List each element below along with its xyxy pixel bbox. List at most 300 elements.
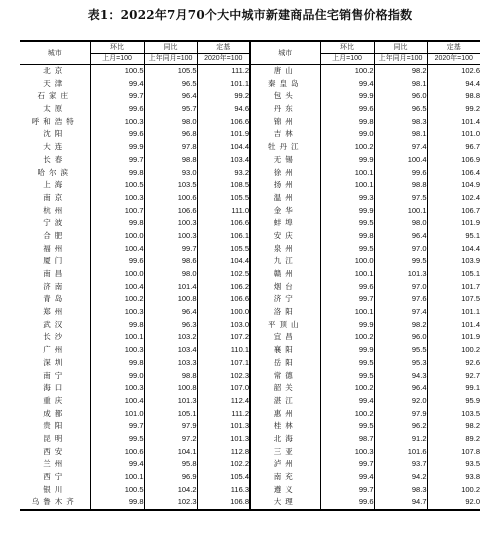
mom-value: 99.4 <box>90 458 144 471</box>
city-name: 昆明 <box>43 433 67 443</box>
yoy-value: 106.6 <box>144 205 197 218</box>
fixed-base-value: 95.1 <box>427 230 480 243</box>
fixed-base-value: 96.7 <box>427 141 480 154</box>
table-row <box>20 395 480 408</box>
city-name: 徐州 <box>250 167 320 180</box>
yoy-value: 101.3 <box>144 395 197 408</box>
fixed-base-value: 116.3 <box>197 484 250 497</box>
fixed-base-value: 103.0 <box>197 319 250 332</box>
city-name: 襄阳 <box>250 344 320 357</box>
city-name: 包头 <box>250 90 320 103</box>
fixed-base-value: 101.1 <box>197 78 250 91</box>
mom-value: 99.5 <box>90 433 144 446</box>
table-row <box>20 268 480 281</box>
fixed-base-value: 106.6 <box>197 116 250 129</box>
mom-value: 99.8 <box>90 319 144 332</box>
fixed-base-value: 107.2 <box>197 331 250 344</box>
mom-value: 99.8 <box>320 116 374 129</box>
fixed-base-value: 102.3 <box>197 370 250 383</box>
header-fixed: 定基 <box>427 41 480 54</box>
table-body <box>20 65 480 511</box>
table-row <box>20 344 480 357</box>
mom-value: 99.8 <box>90 217 144 230</box>
fixed-base-value: 106.6 <box>197 217 250 230</box>
yoy-value: 103.4 <box>144 344 197 357</box>
table-row <box>20 382 480 395</box>
city-name: 赣州 <box>250 268 320 281</box>
fixed-base-value: 107.5 <box>427 293 480 306</box>
mom-value: 100.5 <box>90 179 144 192</box>
table-row <box>20 154 480 167</box>
mom-value: 99.4 <box>320 78 374 91</box>
fixed-base-value: 101.9 <box>427 217 480 230</box>
mom-value: 99.7 <box>320 458 374 471</box>
fixed-base-value: 106.2 <box>197 281 250 294</box>
yoy-value: 95.8 <box>144 458 197 471</box>
city-name: 无锡 <box>250 154 320 167</box>
table-row <box>20 319 480 332</box>
mom-value: 100.3 <box>90 116 144 129</box>
table-row <box>20 496 480 510</box>
yoy-value: 101.6 <box>374 446 427 459</box>
mom-value: 99.5 <box>320 357 374 370</box>
city-name: 牡丹江 <box>250 141 320 154</box>
city-name: 大理 <box>250 496 320 510</box>
city-name: 成都 <box>43 408 67 418</box>
table-row <box>20 116 480 129</box>
header-city: 城市 <box>20 41 90 65</box>
mom-value: 99.6 <box>320 281 374 294</box>
city-name: 烟台 <box>250 281 320 294</box>
fixed-base-value: 104.9 <box>427 179 480 192</box>
table-row <box>20 128 480 141</box>
city-name: 常德 <box>250 370 320 383</box>
city-name: 大连 <box>43 142 67 152</box>
mom-value: 99.8 <box>90 357 144 370</box>
table-title: 表1：2022年7月70个大中城市新建商品住宅销售价格指数 <box>87 8 413 22</box>
fixed-base-value: 98.8 <box>427 90 480 103</box>
mom-value: 100.7 <box>90 205 144 218</box>
yoy-value: 104.1 <box>144 446 197 459</box>
mom-value: 100.1 <box>320 306 374 319</box>
fixed-base-value: 95.9 <box>427 395 480 408</box>
fixed-base-value: 100.2 <box>427 344 480 357</box>
mom-value: 99.0 <box>320 128 374 141</box>
yoy-value: 95.3 <box>374 357 427 370</box>
mom-value: 99.7 <box>90 420 144 433</box>
yoy-value: 98.1 <box>374 128 427 141</box>
mom-value: 99.9 <box>320 90 374 103</box>
city-name: 长春 <box>43 154 67 164</box>
fixed-base-value: 103.4 <box>197 154 250 167</box>
city-name: 济宁 <box>250 293 320 306</box>
city-name: 南京 <box>43 192 67 202</box>
fixed-base-value: 105.5 <box>197 243 250 256</box>
table-row <box>20 141 480 154</box>
fixed-base-value: 101.3 <box>197 420 250 433</box>
yoy-value: 98.3 <box>374 116 427 129</box>
yoy-value: 96.4 <box>374 382 427 395</box>
city-name: 吉林 <box>250 128 320 141</box>
mom-value: 100.3 <box>90 344 144 357</box>
yoy-value: 97.4 <box>374 306 427 319</box>
city-name: 深圳 <box>43 357 67 367</box>
fixed-base-value: 104.4 <box>197 255 250 268</box>
table-row <box>20 217 480 230</box>
yoy-value: 96.9 <box>144 471 197 484</box>
header-yoy: 同比 <box>374 41 427 54</box>
city-name: 西宁 <box>43 472 67 481</box>
city-name: 惠州 <box>250 408 320 421</box>
header-city: 城市 <box>250 41 320 65</box>
yoy-value: 97.4 <box>374 141 427 154</box>
table-row <box>20 192 480 205</box>
fixed-base-value: 101.7 <box>427 281 480 294</box>
yoy-value: 98.0 <box>144 268 197 281</box>
fixed-base-value: 101.3 <box>197 433 250 446</box>
mom-value: 100.0 <box>90 268 144 281</box>
mom-value: 100.2 <box>90 293 144 306</box>
fixed-base-value: 101.4 <box>427 116 480 129</box>
fixed-base-value: 93.2 <box>197 167 250 180</box>
yoy-value: 93.7 <box>374 458 427 471</box>
yoy-value: 95.7 <box>144 103 197 116</box>
table-row <box>20 458 480 471</box>
fixed-base-value: 101.9 <box>427 331 480 344</box>
yoy-value: 98.3 <box>374 484 427 497</box>
yoy-value: 100.8 <box>144 382 197 395</box>
city-name: 南昌 <box>43 269 67 278</box>
table-row <box>20 484 480 497</box>
mom-value: 99.7 <box>90 90 144 103</box>
table-row <box>20 446 480 459</box>
city-name: 三亚 <box>250 446 320 459</box>
mom-value: 100.3 <box>90 382 144 395</box>
yoy-value: 98.0 <box>144 116 197 129</box>
yoy-value: 96.0 <box>374 90 427 103</box>
mom-value: 101.0 <box>90 408 144 421</box>
mom-value: 100.2 <box>320 382 374 395</box>
fixed-base-value: 100.0 <box>197 306 250 319</box>
mom-value: 99.9 <box>320 319 374 332</box>
mom-value: 99.5 <box>320 420 374 433</box>
yoy-value: 93.0 <box>144 167 197 180</box>
table-row <box>20 420 480 433</box>
city-name: 沈阳 <box>43 129 67 139</box>
fixed-base-value: 106.9 <box>427 154 480 167</box>
price-index-table <box>20 40 480 511</box>
fixed-base-value: 103.9 <box>427 255 480 268</box>
city-name: 青岛 <box>43 294 67 304</box>
table-row <box>20 331 480 344</box>
fixed-base-value: 103.5 <box>427 408 480 421</box>
yoy-value: 100.3 <box>144 230 197 243</box>
fixed-base-value: 102.4 <box>427 192 480 205</box>
city-name: 九江 <box>250 255 320 268</box>
city-name: 安庆 <box>250 230 320 243</box>
mom-value: 99.9 <box>320 205 374 218</box>
table-row <box>20 78 480 91</box>
yoy-value: 105.1 <box>144 408 197 421</box>
city-name: 太原 <box>43 104 67 114</box>
mom-value: 99.7 <box>320 484 374 497</box>
yoy-value: 100.8 <box>144 293 197 306</box>
mom-value: 99.4 <box>90 78 144 91</box>
fixed-base-value: 106.6 <box>197 293 250 306</box>
city-name: 韶关 <box>250 382 320 395</box>
mom-value: 99.6 <box>90 128 144 141</box>
mom-value: 100.2 <box>320 408 374 421</box>
fixed-base-value: 108.5 <box>197 179 250 192</box>
table-row <box>20 471 480 484</box>
header-yoy: 同比 <box>144 41 197 54</box>
header-fixed-base: 2020年=100 <box>197 54 250 65</box>
mom-value: 100.4 <box>90 243 144 256</box>
mom-value: 100.2 <box>320 331 374 344</box>
fixed-base-value: 104.4 <box>427 243 480 256</box>
city-name: 泉州 <box>250 243 320 256</box>
mom-value: 98.7 <box>320 433 374 446</box>
fixed-base-value: 106.1 <box>197 230 250 243</box>
city-name: 广州 <box>43 345 67 355</box>
fixed-base-value: 106.4 <box>427 167 480 180</box>
mom-value: 99.3 <box>320 192 374 205</box>
yoy-value: 97.0 <box>374 243 427 256</box>
yoy-value: 102.3 <box>144 496 197 510</box>
yoy-value: 91.2 <box>374 433 427 446</box>
yoy-value: 96.3 <box>144 319 197 332</box>
city-name: 武汉 <box>43 319 67 329</box>
mom-value: 100.1 <box>90 331 144 344</box>
yoy-value: 97.0 <box>374 281 427 294</box>
fixed-base-value: 93.5 <box>427 458 480 471</box>
city-name: 长沙 <box>43 332 67 342</box>
yoy-value: 97.5 <box>374 192 427 205</box>
yoy-value: 103.2 <box>144 331 197 344</box>
city-name: 南充 <box>250 471 320 484</box>
yoy-value: 99.7 <box>144 243 197 256</box>
fixed-base-value: 110.1 <box>197 344 250 357</box>
city-name: 石家庄 <box>37 91 72 101</box>
fixed-base-value: 105.1 <box>427 268 480 281</box>
fixed-base-value: 111.2 <box>197 65 250 78</box>
city-name: 温州 <box>250 192 320 205</box>
fixed-base-value: 106.8 <box>197 496 250 510</box>
city-name: 蚌埠 <box>250 217 320 230</box>
mom-value: 99.5 <box>320 243 374 256</box>
fixed-base-value: 101.9 <box>197 128 250 141</box>
table-row <box>20 243 480 256</box>
fixed-base-value: 94.6 <box>197 103 250 116</box>
yoy-value: 97.6 <box>374 293 427 306</box>
header-fixed: 定基 <box>197 41 250 54</box>
fixed-base-value: 112.4 <box>197 395 250 408</box>
fixed-base-value: 107.0 <box>197 382 250 395</box>
city-name: 贵阳 <box>43 421 67 431</box>
fixed-base-value: 101.1 <box>427 306 480 319</box>
fixed-base-value: 92.6 <box>427 357 480 370</box>
city-name: 北海 <box>250 433 320 446</box>
mom-value: 100.3 <box>90 306 144 319</box>
table-row <box>20 255 480 268</box>
city-name: 丹东 <box>250 103 320 116</box>
city-name: 宜昌 <box>250 331 320 344</box>
yoy-value: 96.5 <box>144 78 197 91</box>
header-mom: 环比 <box>90 41 144 54</box>
yoy-value: 100.1 <box>374 205 427 218</box>
mom-value: 99.9 <box>320 154 374 167</box>
city-name: 济南 <box>43 281 67 291</box>
fixed-base-value: 92.0 <box>427 496 480 510</box>
city-name: 合肥 <box>43 230 67 240</box>
mom-value: 99.8 <box>320 230 374 243</box>
yoy-value: 96.8 <box>144 128 197 141</box>
city-name: 哈尔滨 <box>37 167 72 177</box>
city-name: 天津 <box>43 78 67 88</box>
city-name: 呼和浩特 <box>31 116 78 126</box>
city-name: 杭州 <box>43 205 67 215</box>
mom-value: 100.0 <box>320 255 374 268</box>
yoy-value: 103.3 <box>144 357 197 370</box>
city-name: 唐山 <box>250 65 320 78</box>
fixed-base-value: 111.2 <box>197 408 250 421</box>
table-row <box>20 230 480 243</box>
table-row <box>20 433 480 446</box>
city-name: 南宁 <box>43 370 67 380</box>
yoy-value: 96.4 <box>144 306 197 319</box>
table-row <box>20 65 480 78</box>
header-mom-base: 上月=100 <box>90 54 144 65</box>
city-name: 西安 <box>43 446 67 456</box>
mom-value: 100.2 <box>320 141 374 154</box>
fixed-base-value: 102.6 <box>427 65 480 78</box>
mom-value: 99.4 <box>320 395 374 408</box>
fixed-base-value: 89.2 <box>427 433 480 446</box>
yoy-value: 98.0 <box>374 217 427 230</box>
header-mom-base: 上月=100 <box>320 54 374 65</box>
table-row <box>20 408 480 421</box>
mom-value: 99.0 <box>90 370 144 383</box>
yoy-value: 98.2 <box>374 319 427 332</box>
mom-value: 99.6 <box>320 103 374 116</box>
table-row <box>20 167 480 180</box>
yoy-value: 100.4 <box>374 154 427 167</box>
yoy-value: 99.5 <box>374 255 427 268</box>
city-name: 郑州 <box>43 307 67 317</box>
yoy-value: 94.2 <box>374 471 427 484</box>
fixed-base-value: 107.1 <box>197 357 250 370</box>
city-name: 桂林 <box>250 420 320 433</box>
fixed-base-value: 99.2 <box>197 90 250 103</box>
yoy-value: 96.5 <box>374 103 427 116</box>
mom-value: 99.5 <box>320 370 374 383</box>
mom-value: 100.4 <box>90 281 144 294</box>
yoy-value: 98.8 <box>144 154 197 167</box>
header-fixed-base: 2020年=100 <box>427 54 480 65</box>
mom-value: 99.7 <box>90 154 144 167</box>
yoy-value: 98.6 <box>144 255 197 268</box>
fixed-base-value: 100.2 <box>427 484 480 497</box>
table-row <box>20 179 480 192</box>
table-row <box>20 103 480 116</box>
yoy-value: 100.6 <box>144 192 197 205</box>
table-row <box>20 90 480 103</box>
mom-value: 100.3 <box>90 192 144 205</box>
yoy-value: 96.4 <box>144 90 197 103</box>
yoy-value: 97.9 <box>374 408 427 421</box>
city-name: 秦皇岛 <box>250 78 320 91</box>
yoy-value: 96.0 <box>374 331 427 344</box>
fixed-base-value: 107.8 <box>427 446 480 459</box>
mom-value: 100.1 <box>90 471 144 484</box>
mom-value: 99.9 <box>320 344 374 357</box>
table-row <box>20 306 480 319</box>
city-name: 银川 <box>43 484 67 494</box>
mom-value: 99.8 <box>90 167 144 180</box>
city-name: 宁波 <box>43 218 67 228</box>
mom-value: 99.5 <box>320 217 374 230</box>
header-yoy-base: 上年同月=100 <box>374 54 427 65</box>
mom-value: 99.8 <box>90 496 144 510</box>
yoy-value: 99.6 <box>374 167 427 180</box>
mom-value: 99.4 <box>320 471 374 484</box>
yoy-value: 98.1 <box>374 78 427 91</box>
yoy-value: 101.4 <box>144 281 197 294</box>
header-mom: 环比 <box>320 41 374 54</box>
city-name: 海口 <box>43 383 67 393</box>
fixed-base-value: 99.1 <box>427 382 480 395</box>
fixed-base-value: 93.8 <box>427 471 480 484</box>
yoy-value: 94.7 <box>374 496 427 510</box>
fixed-base-value: 112.8 <box>197 446 250 459</box>
city-name: 扬州 <box>250 179 320 192</box>
fixed-base-value: 101.4 <box>427 319 480 332</box>
fixed-base-value: 98.2 <box>427 420 480 433</box>
city-name: 遵义 <box>250 484 320 497</box>
yoy-value: 96.4 <box>374 230 427 243</box>
mom-value: 100.2 <box>320 65 374 78</box>
fixed-base-value: 99.2 <box>427 103 480 116</box>
mom-value: 100.4 <box>90 395 144 408</box>
mom-value: 99.6 <box>90 103 144 116</box>
city-name: 重庆 <box>43 395 67 405</box>
header-yoy-base: 上年同月=100 <box>144 54 197 65</box>
yoy-value: 101.3 <box>374 268 427 281</box>
table-row <box>20 293 480 306</box>
mom-value: 99.6 <box>320 496 374 510</box>
yoy-value: 98.8 <box>144 370 197 383</box>
mom-value: 100.1 <box>320 268 374 281</box>
yoy-value: 96.2 <box>374 420 427 433</box>
mom-value: 100.5 <box>90 65 144 78</box>
city-name: 湛江 <box>250 395 320 408</box>
fixed-base-value: 102.5 <box>197 268 250 281</box>
mom-value: 100.6 <box>90 446 144 459</box>
city-name: 福州 <box>43 243 67 253</box>
yoy-value: 98.2 <box>374 65 427 78</box>
city-name: 兰州 <box>43 459 67 469</box>
fixed-base-value: 105.5 <box>197 192 250 205</box>
mom-value: 100.1 <box>320 167 374 180</box>
city-name: 金华 <box>250 205 320 218</box>
fixed-base-value: 106.7 <box>427 205 480 218</box>
table-header <box>20 41 480 65</box>
yoy-value: 105.5 <box>144 65 197 78</box>
yoy-value: 98.8 <box>374 179 427 192</box>
yoy-value: 104.2 <box>144 484 197 497</box>
table-row <box>20 357 480 370</box>
city-name: 厦门 <box>43 256 67 266</box>
